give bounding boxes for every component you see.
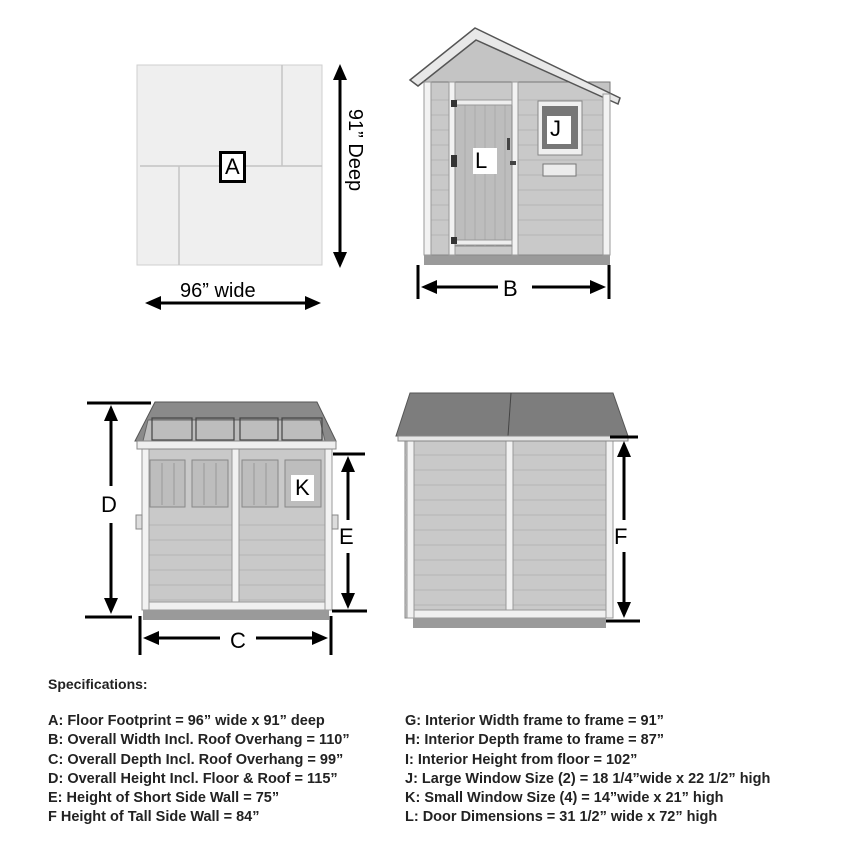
spec-h: H: Interior Depth frame to frame = 87” bbox=[405, 732, 665, 749]
spec-a: A: Floor Footprint = 96” wide x 91” deep bbox=[48, 713, 325, 729]
depth-label: 91” Deep bbox=[345, 95, 365, 205]
spec-c: C: Overall Depth Incl. Roof Overhang = 99” bbox=[48, 751, 344, 768]
spec-f: F Height of Tall Side Wall = 84” bbox=[48, 809, 260, 826]
overall-depth-label: C bbox=[230, 628, 246, 653]
spec-j: J: Large Window Size (2) = 18 1/4”wide x 22 1/2” high bbox=[405, 770, 771, 787]
spec-e: E: Height of Short Side Wall = 75” bbox=[48, 790, 280, 807]
window-k-label: K bbox=[291, 475, 314, 501]
short-wall-label: E bbox=[339, 524, 354, 549]
spec-b: B: Overall Width Incl. Roof Overhang = 110” bbox=[48, 732, 350, 749]
tall-wall-label: F bbox=[614, 524, 628, 549]
spec-g: G: Interior Width frame to frame = 91” bbox=[405, 713, 664, 729]
spec-k: K: Small Window Size (4) = 14”wide x 21” high bbox=[405, 790, 724, 807]
spec-l: L: Door Dimensions = 31 1/2” wide x 72” high bbox=[405, 809, 718, 826]
specifications-right-column bbox=[405, 712, 770, 828]
width-label: 96” wide bbox=[180, 280, 256, 302]
overall-height-label: D bbox=[101, 492, 117, 517]
floor-footprint-label: A bbox=[219, 151, 246, 183]
overall-width-label: B bbox=[503, 276, 518, 301]
specifications-left-column bbox=[48, 712, 350, 828]
specifications-title: Specifications: bbox=[48, 676, 148, 692]
spec-d: D: Overall Height Incl. Floor & Roof = 115” bbox=[48, 770, 338, 787]
door-l-label: L bbox=[473, 148, 497, 174]
window-j-label: J bbox=[547, 116, 571, 144]
spec-i: I: Interior Height from floor = 102” bbox=[405, 751, 638, 768]
